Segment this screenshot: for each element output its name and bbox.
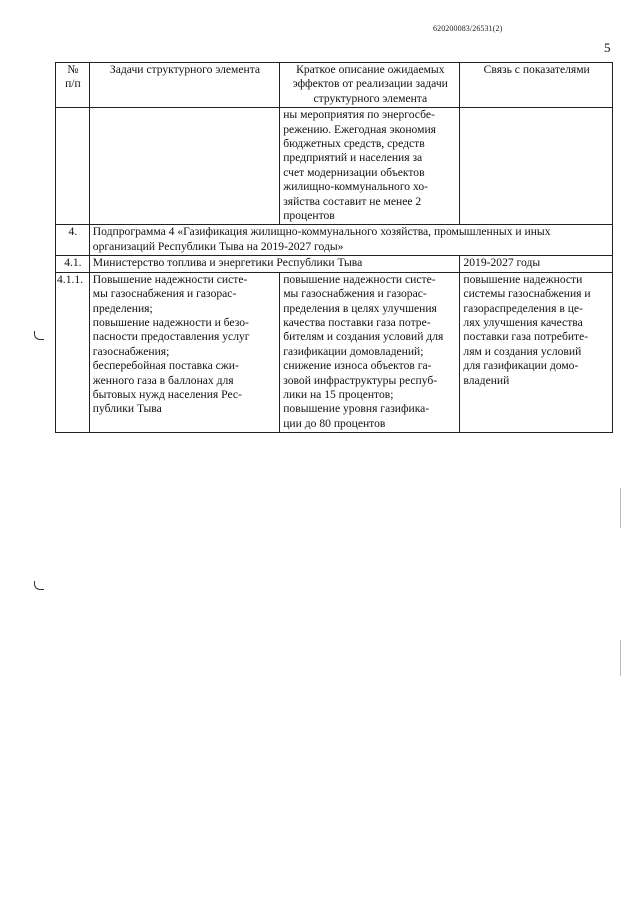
cell-indicators: повышение надежности системы газоснабжения и газораспределения в це- лях улучшения качества поставки газа потребите- лям и создания условий для газификации домо- владений bbox=[460, 272, 613, 432]
document-id: 620200083/26531(2) bbox=[433, 24, 503, 33]
program-table bbox=[55, 62, 613, 433]
page-number: 5 bbox=[604, 40, 611, 55]
cell-tasks: Повышение надежности систе- мы газоснабжения и газорас- пределения; повышение надежности и безо- пасности предоставления услуг газоснабжения; бесперебойная поставка сжи- женного газа в баллонах для бытовых нужд населения Рес- публики Тыва bbox=[89, 272, 279, 432]
edge-mark bbox=[620, 488, 621, 528]
cell-effects: ны мероприятия по энергосбе- режению. Ежегодная экономия бюджетных средств, средств предприятий и населения за счет модернизации объектов жилищно-коммунального хо- зяйства составит не менее 2 процентов bbox=[280, 108, 460, 225]
binding-mark-bottom bbox=[34, 581, 44, 590]
binding-mark-top bbox=[34, 331, 44, 340]
column-header-number: № п/п bbox=[56, 63, 90, 108]
subprogram-title: Подпрограмма 4 «Газификация жилищно-коммунального хозяйства, промышленных и иных организаций Республики Тыва на 2019-2027 годы» bbox=[89, 225, 612, 256]
ministry-name: Министерство топлива и энергетики Республики Тыва bbox=[89, 256, 460, 272]
cell-effects: повышение надежности систе- мы газоснабжения и газорас- пределения в целях улучшения качества поставки газа потре- бителям и создания условий для газификации домовладений; снижение износа объектов га- зовой инфраструктуры респуб- лики на 15 процентов; повышение уровня газифика- ции до 80 процентов bbox=[280, 272, 460, 432]
column-header-effects: Краткое описание ожидаемых эффектов от реализации задачи структурного элемента bbox=[280, 63, 460, 108]
table-row-subprogram bbox=[56, 225, 613, 256]
table-row bbox=[56, 108, 613, 225]
table-header-row bbox=[56, 63, 613, 108]
cell-indicators bbox=[460, 108, 613, 225]
cell-number: 4.1. bbox=[56, 256, 90, 272]
period-cell: 2019-2027 годы bbox=[460, 256, 613, 272]
cell-number bbox=[56, 108, 90, 225]
edge-mark bbox=[620, 640, 621, 676]
column-header-tasks: Задачи структурного элемента bbox=[89, 63, 279, 108]
cell-tasks bbox=[89, 108, 279, 225]
table-row bbox=[56, 272, 613, 432]
cell-number: 4. bbox=[56, 225, 90, 256]
cell-number: 4.1.1. bbox=[56, 272, 90, 432]
column-header-indicators: Связь с показателями bbox=[460, 63, 613, 108]
table-row-ministry bbox=[56, 256, 613, 272]
